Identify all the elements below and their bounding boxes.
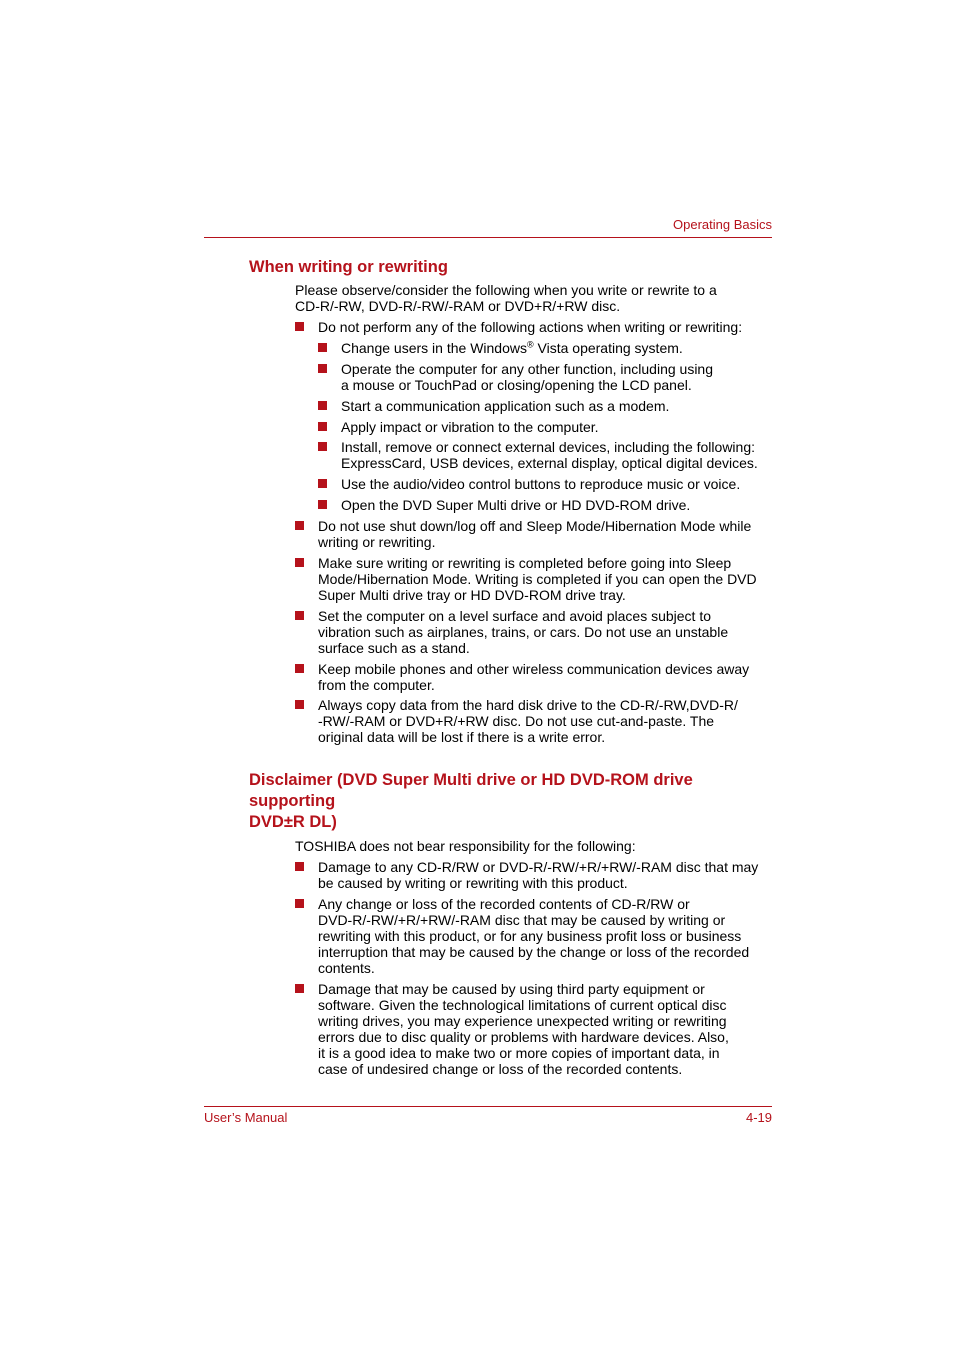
- list-item-line: Any change or loss of the recorded contents of CD-R/RW or: [318, 896, 690, 912]
- square-bullet-icon: [318, 401, 327, 410]
- sub-list-item: [318, 476, 781, 492]
- square-bullet-icon: [295, 322, 304, 331]
- list-item-line: writing or rewriting.: [318, 534, 436, 550]
- list-item-text: Vista operating system.: [533, 340, 683, 356]
- intro-line: CD-R/-RW, DVD-R/-RW/-RAM or DVD+R/+RW disc.: [295, 298, 621, 314]
- square-bullet-icon: [295, 899, 304, 908]
- sub-list-item: [318, 361, 781, 393]
- square-bullet-icon: [318, 343, 327, 352]
- section-disclaimer: [249, 770, 779, 1077]
- list-item: [295, 555, 778, 603]
- list-item-line: Mode/Hibernation Mode. Writing is completed if you can open the DVD: [318, 571, 757, 587]
- list-item-line: Operate the computer for any other function, including using: [341, 361, 713, 377]
- sub-list-item: [318, 497, 781, 513]
- list-item-line: Start a communication application such as a modem.: [341, 398, 670, 414]
- list-item-line: Install, remove or connect external devices, including the following:: [341, 439, 755, 455]
- list-item-line: a mouse or TouchPad or closing/opening the LCD panel.: [341, 377, 692, 393]
- square-bullet-icon: [295, 611, 304, 620]
- list-item-line: Use the audio/video control buttons to reproduce music or voice.: [341, 476, 741, 492]
- sub-bullet-list: [318, 340, 778, 513]
- section-title-line: DVD±R DL): [249, 813, 337, 831]
- list-item-line: Keep mobile phones and other wireless communication devices away: [318, 661, 750, 677]
- sub-list-item: [318, 398, 781, 414]
- list-item-line: from the computer.: [318, 677, 435, 693]
- list-item-line: DVD-R/-RW/+R/+RW/-RAM disc that may be caused by writing or: [318, 912, 726, 928]
- section-intro: [295, 282, 775, 314]
- bullet-list: [295, 319, 779, 745]
- list-item: [295, 608, 778, 656]
- footer-rule: [204, 1106, 772, 1107]
- list-item-line: Always copy data from the hard disk drive to the CD-R/-RW,DVD-R/: [318, 697, 738, 713]
- list-item-line: Set the computer on a level surface and avoid places subject to: [318, 608, 712, 624]
- list-item: [295, 319, 778, 513]
- list-item-line: Do not use shut down/log off and Sleep Mode/Hibernation Mode while: [318, 518, 752, 534]
- square-bullet-icon: [295, 862, 304, 871]
- list-item-line: writing drives, you may experience unexpected writing or rewriting: [318, 1013, 727, 1029]
- list-item: [295, 896, 778, 976]
- list-item-line: it is a good idea to make two or more copies of important data, in: [318, 1045, 720, 1061]
- sub-list-item: [318, 340, 781, 356]
- list-item: [295, 518, 778, 550]
- sub-list-item: [318, 419, 781, 435]
- list-item-line: surface such as a stand.: [318, 640, 470, 656]
- list-item: [295, 697, 778, 745]
- list-item-line: Do not perform any of the following actions when writing or rewriting:: [318, 319, 743, 335]
- section-intro: TOSHIBA does not bear responsibility for the following:: [295, 838, 636, 854]
- bullet-list: [295, 859, 779, 1077]
- list-item-line: interruption that may be caused by the change or loss of the recorded: [318, 944, 750, 960]
- square-bullet-icon: [295, 664, 304, 673]
- list-item-line: Open the DVD Super Multi drive or HD DVD-ROM drive.: [341, 497, 691, 513]
- list-item-line: original data will be lost if there is a write error.: [318, 729, 606, 745]
- square-bullet-icon: [318, 442, 327, 451]
- page-number: 4-19: [745, 1110, 772, 1125]
- list-item-line: software. Given the technological limitations of current optical disc: [318, 997, 727, 1013]
- list-item-line: ExpressCard, USB devices, external display, optical digital devices.: [341, 455, 758, 471]
- section-title: [249, 770, 779, 833]
- list-item-line: Make sure writing or rewriting is completed before going into Sleep: [318, 555, 732, 571]
- list-item-text: Change users in the Windows: [341, 340, 527, 356]
- square-bullet-icon: [318, 500, 327, 509]
- list-item: [295, 981, 778, 1077]
- intro-line: Please observe/consider the following when you write or rewrite to a: [295, 282, 717, 298]
- list-item-line: contents.: [318, 960, 375, 976]
- section-title: When writing or rewriting: [249, 258, 448, 276]
- list-item-line: -RW/-RAM or DVD+R/+RW disc. Do not use cut-and-paste. The: [318, 713, 715, 729]
- list-item-line: Damage that may be caused by using third party equipment or: [318, 981, 705, 997]
- square-bullet-icon: [318, 364, 327, 373]
- square-bullet-icon: [318, 422, 327, 431]
- square-bullet-icon: [295, 558, 304, 567]
- section-title-line: Disclaimer (DVD Super Multi drive or HD DVD-ROM drive supporting: [249, 771, 693, 810]
- square-bullet-icon: [295, 521, 304, 530]
- list-item-line: Super Multi drive tray or HD DVD-ROM drive tray.: [318, 587, 626, 603]
- footer-manual-title: User’s Manual: [204, 1110, 288, 1125]
- list-item-line: errors due to disc quality or problems with hardware devices. Also,: [318, 1029, 729, 1045]
- list-item: [295, 661, 778, 693]
- header-rule: [204, 237, 772, 238]
- list-item: [295, 859, 778, 891]
- square-bullet-icon: [295, 984, 304, 993]
- sub-list-item: [318, 439, 781, 471]
- square-bullet-icon: [318, 479, 327, 488]
- section-writing: [249, 257, 779, 745]
- list-item-line: be caused by writing or rewriting with this product.: [318, 875, 628, 891]
- running-header: Operating Basics: [673, 217, 772, 232]
- square-bullet-icon: [295, 700, 304, 709]
- list-item-line: rewriting with this product, or for any business profit loss or business: [318, 928, 742, 944]
- list-item-line: vibration such as airplanes, trains, or cars. Do not use an unstable: [318, 624, 729, 640]
- list-item-line: Damage to any CD-R/RW or DVD-R/-RW/+R/+RW/-RAM disc that may: [318, 859, 759, 875]
- registered-mark: ®: [527, 339, 534, 350]
- list-item-line: case of undesired change or loss of the recorded contents.: [318, 1061, 683, 1077]
- list-item-line: Apply impact or vibration to the computer.: [341, 419, 599, 435]
